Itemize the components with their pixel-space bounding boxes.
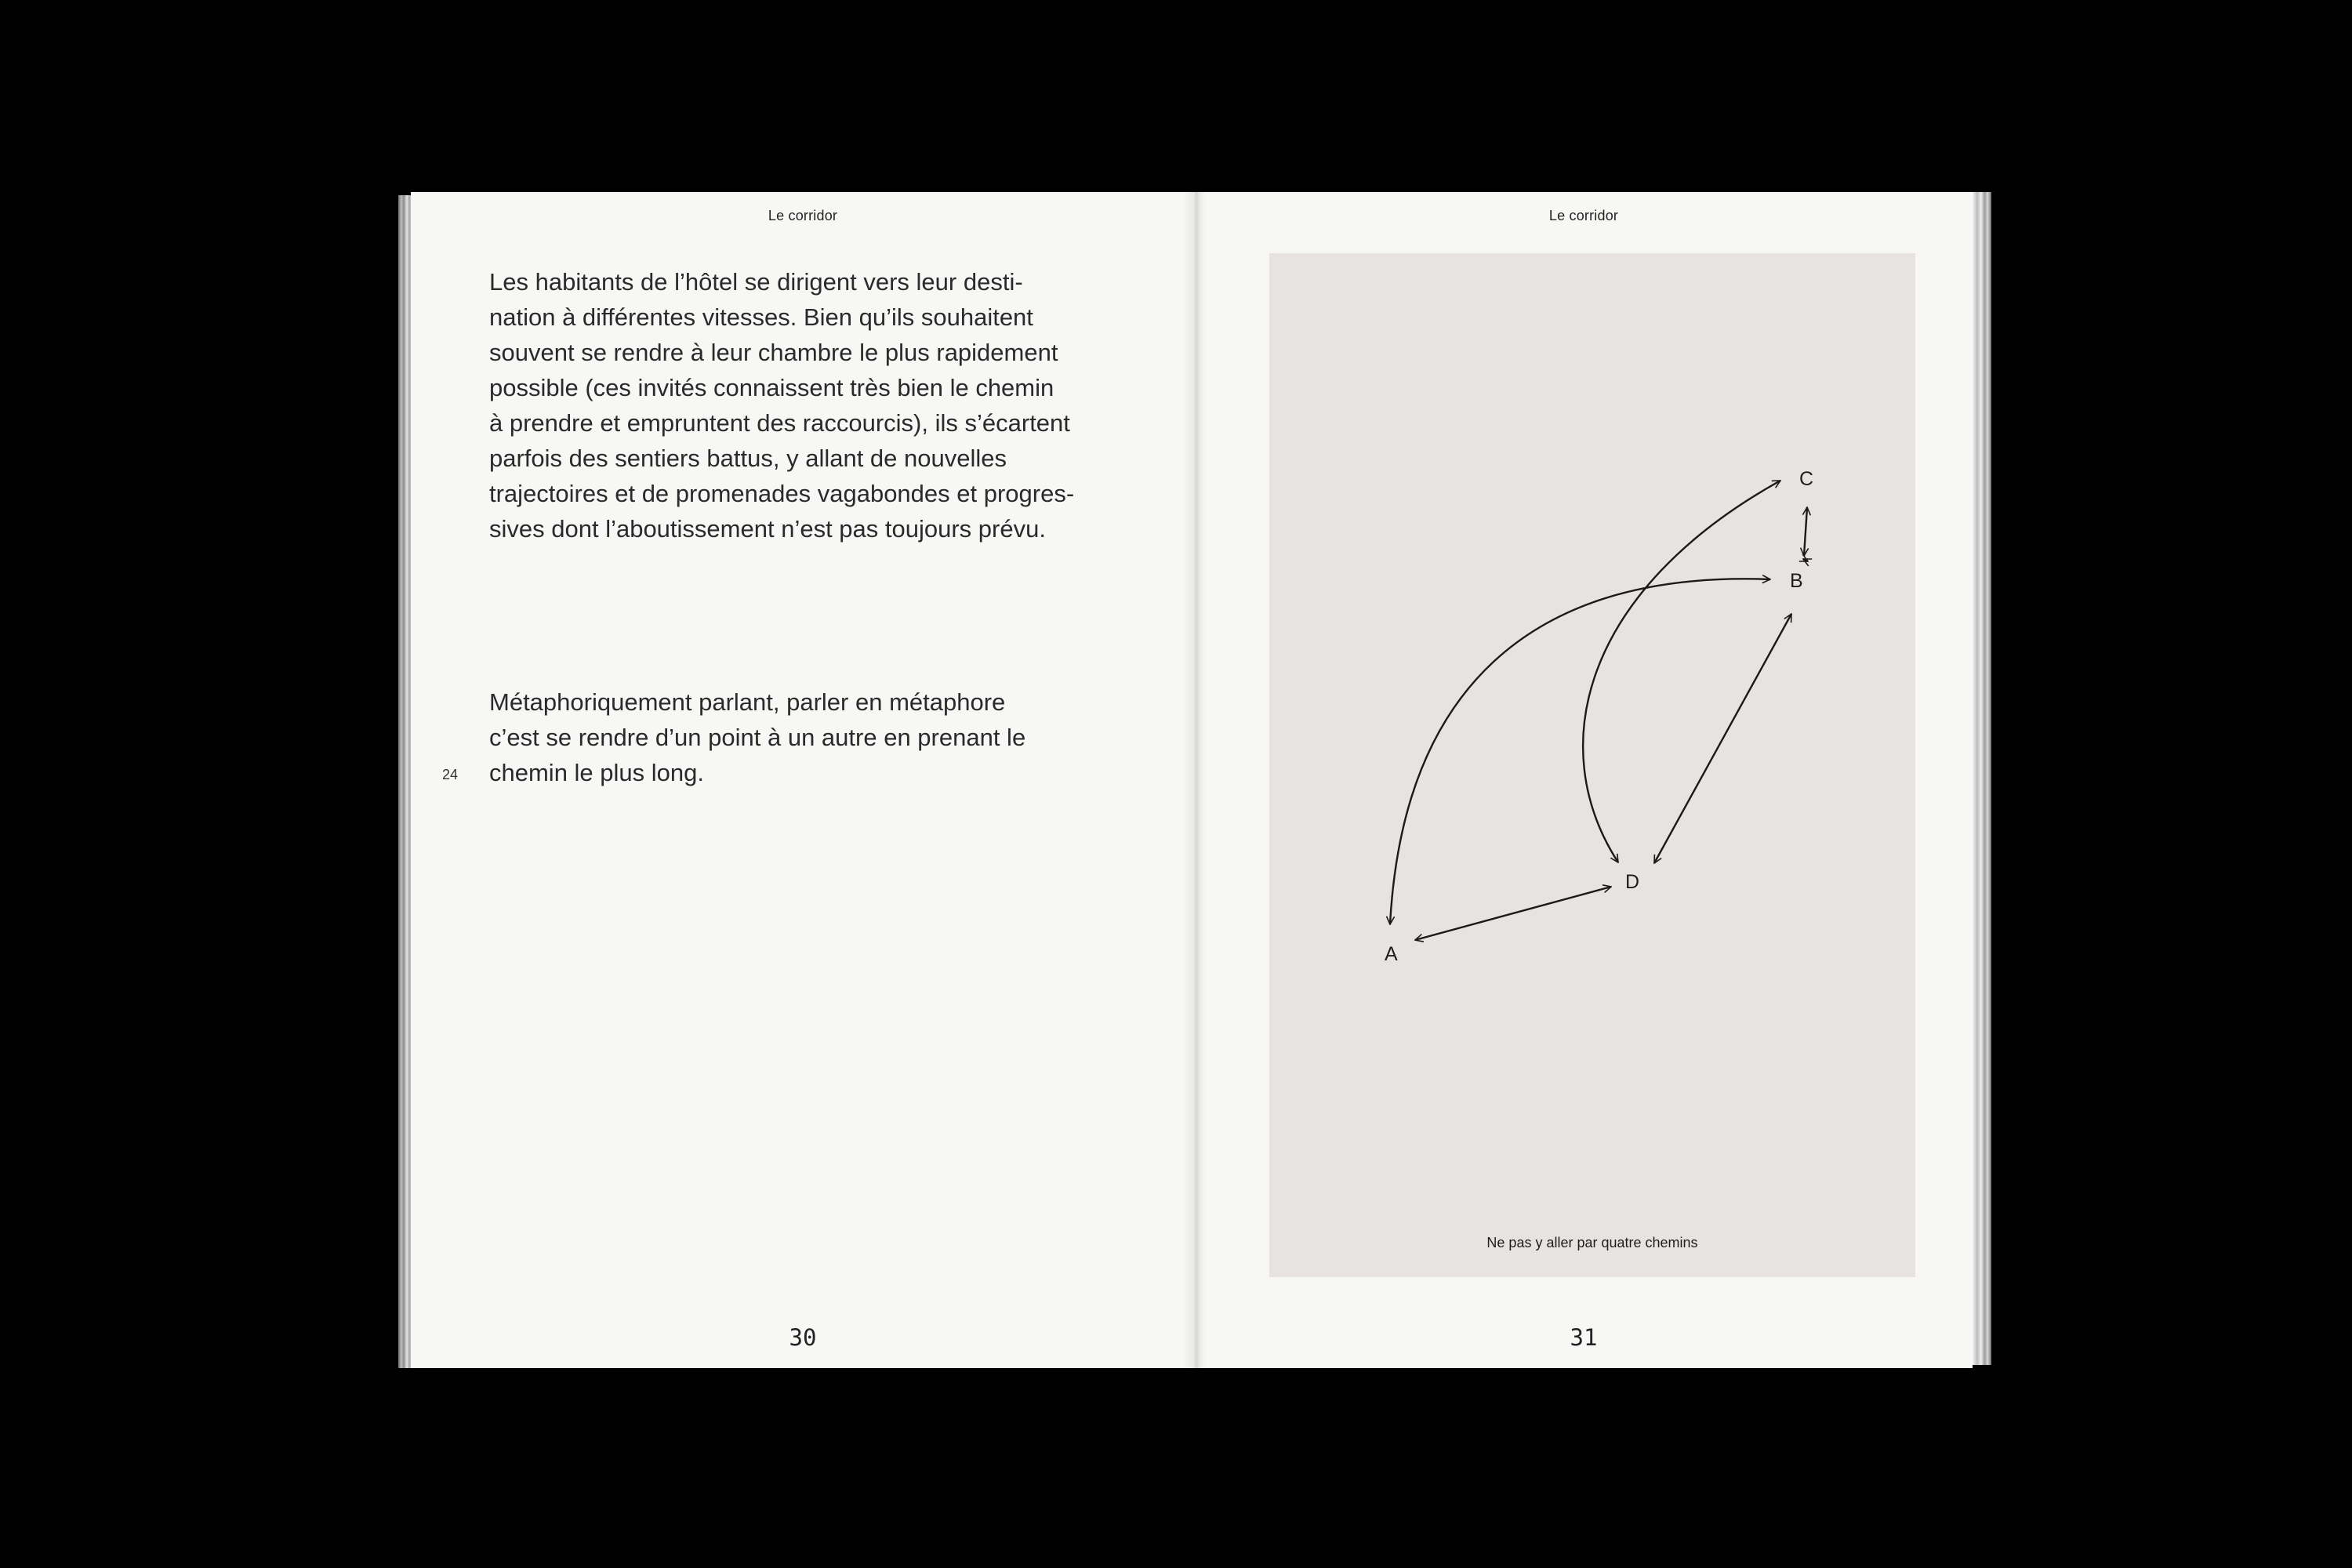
node-a-label: A (1385, 943, 1398, 965)
diagram-caption: Ne pas y aller par quatre chemins (1486, 1235, 1698, 1250)
edge-b-c (1803, 559, 1808, 561)
margin-note-number: 24 (442, 767, 459, 782)
node-d-label: D (1625, 871, 1640, 893)
diagram-plate (1269, 253, 1915, 1277)
edge-b-c-vertical (1804, 507, 1807, 556)
left-page (411, 192, 1195, 1368)
book-spread (398, 192, 1991, 1368)
node-b-label: B (1790, 570, 1803, 592)
running-head: Le corridor (768, 208, 838, 223)
running-head: Le corridor (1548, 208, 1619, 223)
right-page (1195, 192, 1973, 1368)
body-paragraph: Métaphoriquement parlant, parler en métaphore c’est se rendre d’un point à un autre en prenant le chemin le plus long. (489, 688, 1026, 786)
edge-a-b-curve (1390, 579, 1770, 924)
edge-a-d (1415, 887, 1611, 940)
body-paragraph: Les habitants de l’hôtel se dirigent vers leur desti- nation à différentes vitesses. Bien qu’ils souhaitent souvent se rendre à leur chambre le plus rapidement possible (ces invités connaissent très bien le chemin à prendre et empruntent des raccourcis), ils s’écartent parfois des sentiers battus, y allant de nouvelles trajectoires et de promenades vagabondes et progres- sives dont l’aboutissement n’est pas toujours prévu. (489, 268, 1075, 543)
page-edges-right (1973, 192, 1991, 1365)
node-c-label: C (1799, 468, 1814, 490)
page-number: 31 (1570, 1324, 1598, 1351)
path-diagram (1269, 253, 1915, 1277)
page-number: 30 (789, 1324, 817, 1351)
edge-d-c-curve (1583, 481, 1780, 862)
edge-d-b (1654, 614, 1791, 863)
